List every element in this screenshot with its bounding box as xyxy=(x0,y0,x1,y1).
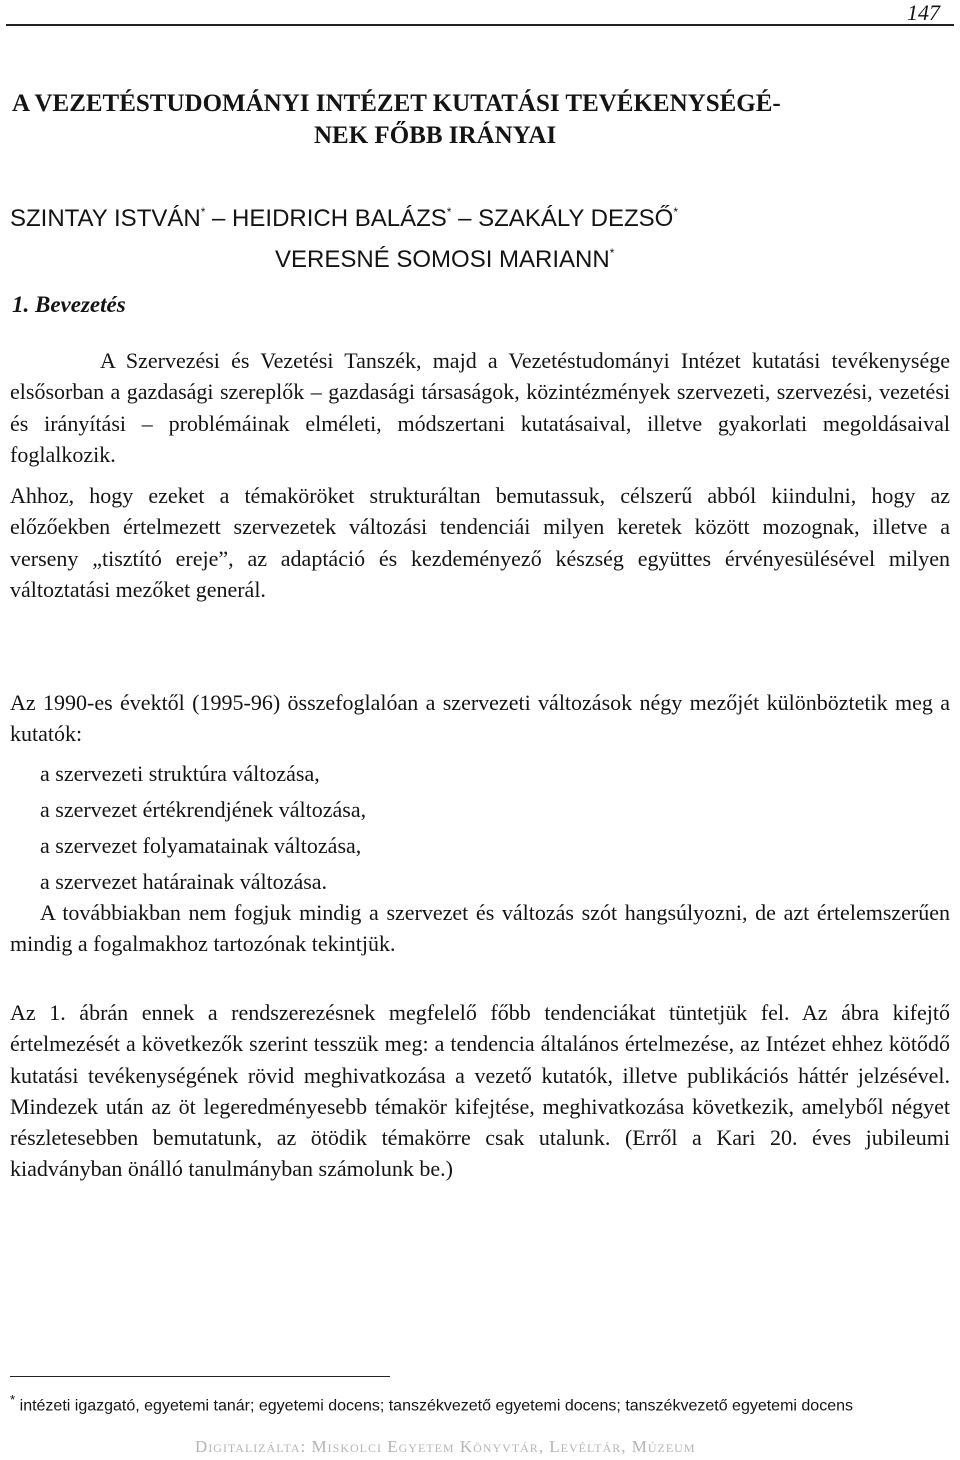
paragraph-figure-overview: Az 1. ábrán ennek a rendszerezésnek megfelelő főbb tendenciákat tüntetjük fel. Az ábra kifejtő értelmezését a következők szerint tesszük meg: a tendencia általános értelmezése, az Intézet ehhez kötődő kutatási tevékenységének rövid meghivatkozása a vezető kutatók, illetve publikációs háttér jelzésével. Mindezek után az öt legeredményesebb témakör kifejtése, meghivatkozása következik, amelyből négyet részletesebben bemutatunk, az ötödik témakörre csak utalunk. (Erről a Kari 20. éves jubileumi kiadványban önálló tanulmányban számolunk be.) xyxy=(10,1000,950,1182)
list-item: a szervezet határainak változása. xyxy=(40,869,328,894)
paragraph-change-fields: Az 1990-es évektől (1995-96) összefoglalóan a szervezeti változások négy mezőjét különböztetik meg a kutatók: xyxy=(10,690,950,747)
author-mark: * xyxy=(200,205,206,219)
footnote-rule xyxy=(10,1376,390,1377)
list-item: a szervezet értékrendjének változása, xyxy=(40,797,367,822)
footnote-mark: * xyxy=(10,1392,16,1407)
page-number: 147 xyxy=(907,0,940,25)
header-rule xyxy=(6,24,954,26)
footnote-text: intézeti igazgató, egyetemi tanár; egyetemi docens; tanszékvezető egyetemi docens; tanszékvezető egyetemi docens xyxy=(15,1397,853,1415)
paragraph-intro: A Szervezési és Vezetési Tanszék, majd a Vezetéstudományi Intézet kutatási tevékenysége elsősorban a gazdasági szereplők – gazdasági társaságok, közintézmények szervezeti, szervezési, vezetési és irányítási – problémáinak elméleti, módszertani kutatásaival, illetve gyakorlati megoldásaival foglalkozik. xyxy=(10,348,950,467)
list-item: a szervezet folyamatainak változása, xyxy=(40,833,362,858)
article-title xyxy=(12,88,948,152)
author-list xyxy=(10,195,950,277)
title-line-1: A VEZETÉSTUDOMÁNYI INTÉZET KUTATÁSI TEVÉKENYSÉGÉ- xyxy=(12,90,781,117)
section-heading: 1. Bevezetés xyxy=(12,292,126,317)
footnote xyxy=(10,1388,950,1418)
author-name: – HEIDRICH BALÁZS xyxy=(205,205,447,232)
author-mark: * xyxy=(673,205,678,219)
list-item: a szervezeti struktúra változása, xyxy=(40,761,320,786)
author-mark: * xyxy=(446,205,452,219)
authors-line-1 xyxy=(10,195,950,236)
author-name: – SZAKÁLY DEZSŐ xyxy=(451,205,674,232)
author-mark: * xyxy=(609,246,615,260)
author-name: VERESNÉ SOMOSI MARIANN xyxy=(275,246,610,273)
change-fields-list xyxy=(40,756,366,900)
digitization-watermark: Digitalizálta: Miskolci Egyetem Könyvtár, Levéltár, Múzeum xyxy=(195,1437,696,1456)
title-line-2: NEK FŐBB IRÁNYAI xyxy=(314,122,557,149)
author-name: SZINTAY ISTVÁN xyxy=(10,205,201,232)
paragraph-terminology: A továbbiakban nem fogjuk mindig a szervezet és változás szót hangsúlyozni, de azt értelemszerűen mindig a fogalmakhoz tartozónak tekintjük. xyxy=(10,900,950,957)
authors-line-2 xyxy=(10,236,950,277)
paragraph-approach: Ahhoz, hogy ezeket a témaköröket strukturáltan bemutassuk, célszerű abból kiindulni, hogy az előzőekben értelmezett szervezetek változási tendenciái milyen keretek között mozognak, illetve a verseny „tisztító ereje”, az adaptáció és kezdeményező készség együttes érvényesülésével milyen változtatási mezőket generál. xyxy=(10,483,950,602)
